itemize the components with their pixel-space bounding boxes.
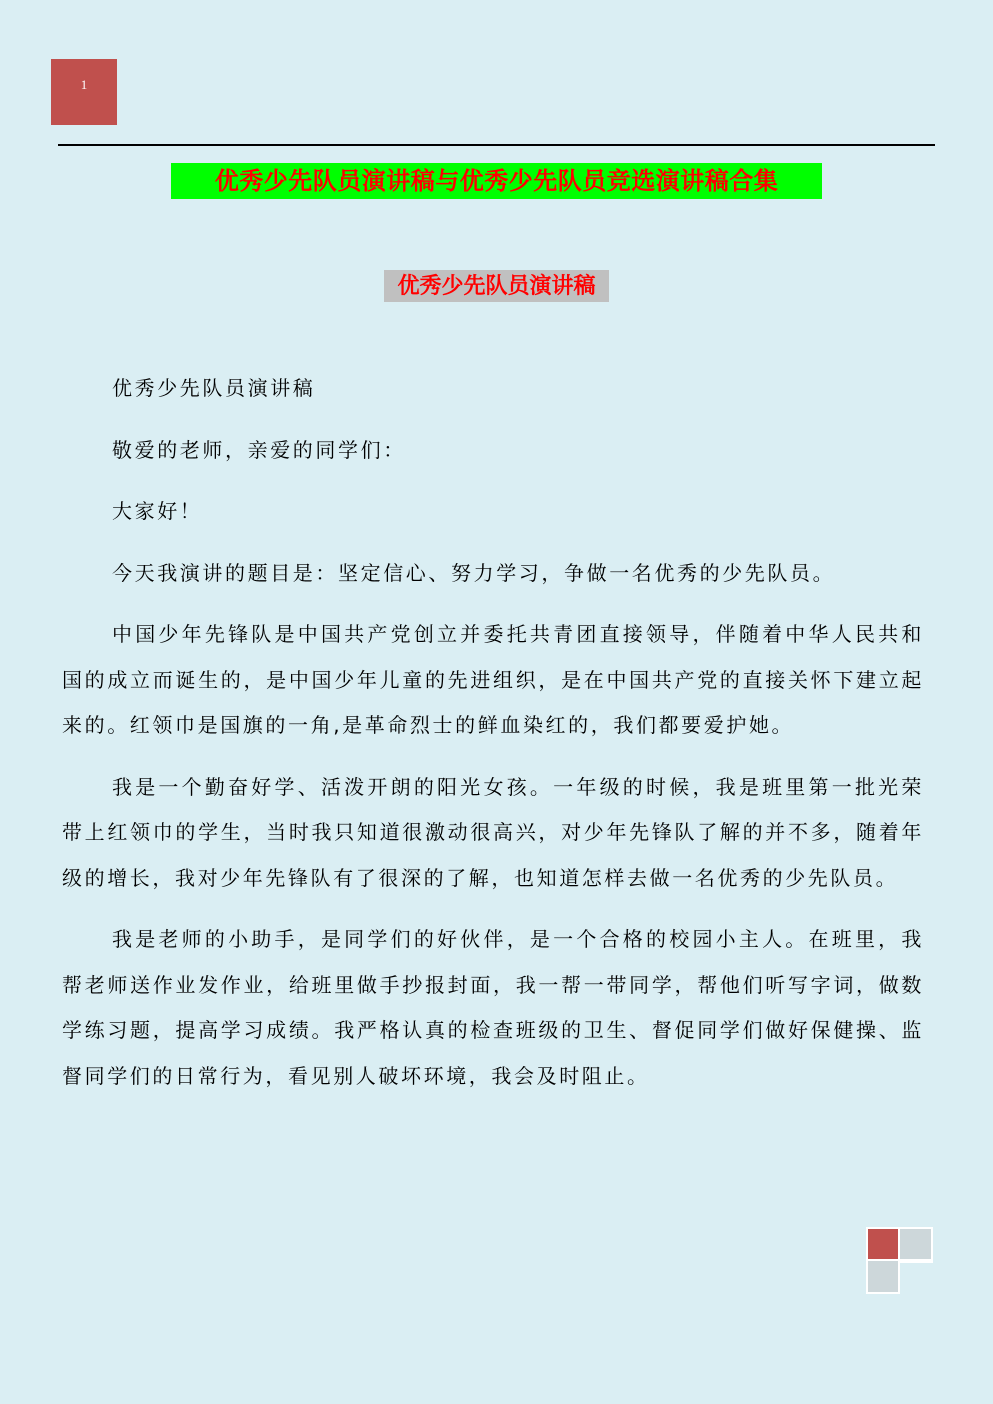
paragraph-salutation: 敬爱的老师，亲爱的同学们： (112, 437, 406, 462)
paragraph-body: 中国少年先锋队是中国共产党创立并委托共青团直接领导，伴随着中华人民共和国的成立而诞生的，是中国少年儿童的先进组织，是在中国共产党的直接关怀下建立起来的。红领巾是国旗的一角,是革命烈士的鲜血染红的，我们都要爱护她。 (62, 622, 924, 737)
document-body (62, 366, 924, 1115)
page-number: 1 (80, 77, 88, 92)
paragraph-heading: 优秀少先队员演讲稿 (112, 376, 316, 400)
paragraph-greeting: 大家好！ (112, 499, 203, 523)
paragraph-body: 我是一个勤奋好学、活泼开朗的阳光女孩。一年级的时候，我是班里第一批光荣带上红领巾的学生，当时我只知道很激动很高兴，对少年先锋队了解的并不多，随着年级的增长，我对少年先锋队有了很深的了解，也知道怎样去做一名优秀的少先队员。 (62, 774, 924, 890)
decoration-square-grey (868, 1261, 898, 1292)
paragraph-body: 我是老师的小助手，是同学们的好伙伴，是一个合格的校园小主人。在班里，我帮老师送作业发作业，给班里做手抄报封面，我一帮一带同学，帮他们听写字词，做数学练习题，提高学习成绩。我严格认真的检查班级的卫生、督促同学们做好保健操、监督同学们的日常行为，看见别人破坏环境，我会及时阻止。 (62, 927, 924, 1088)
decoration-square-red (868, 1229, 898, 1259)
paragraph-topic: 今天我演讲的题目是：坚定信心、努力学习，争做一名优秀的少先队员。 (112, 560, 836, 585)
document-title: 优秀少先队员演讲稿与优秀少先队员竞选演讲稿合集 (171, 163, 822, 199)
section-title: 优秀少先队员演讲稿 (384, 270, 609, 302)
header-divider (58, 144, 935, 146)
page-number-badge (51, 59, 117, 125)
decoration-square-grey (900, 1229, 931, 1259)
corner-decoration (866, 1227, 933, 1294)
